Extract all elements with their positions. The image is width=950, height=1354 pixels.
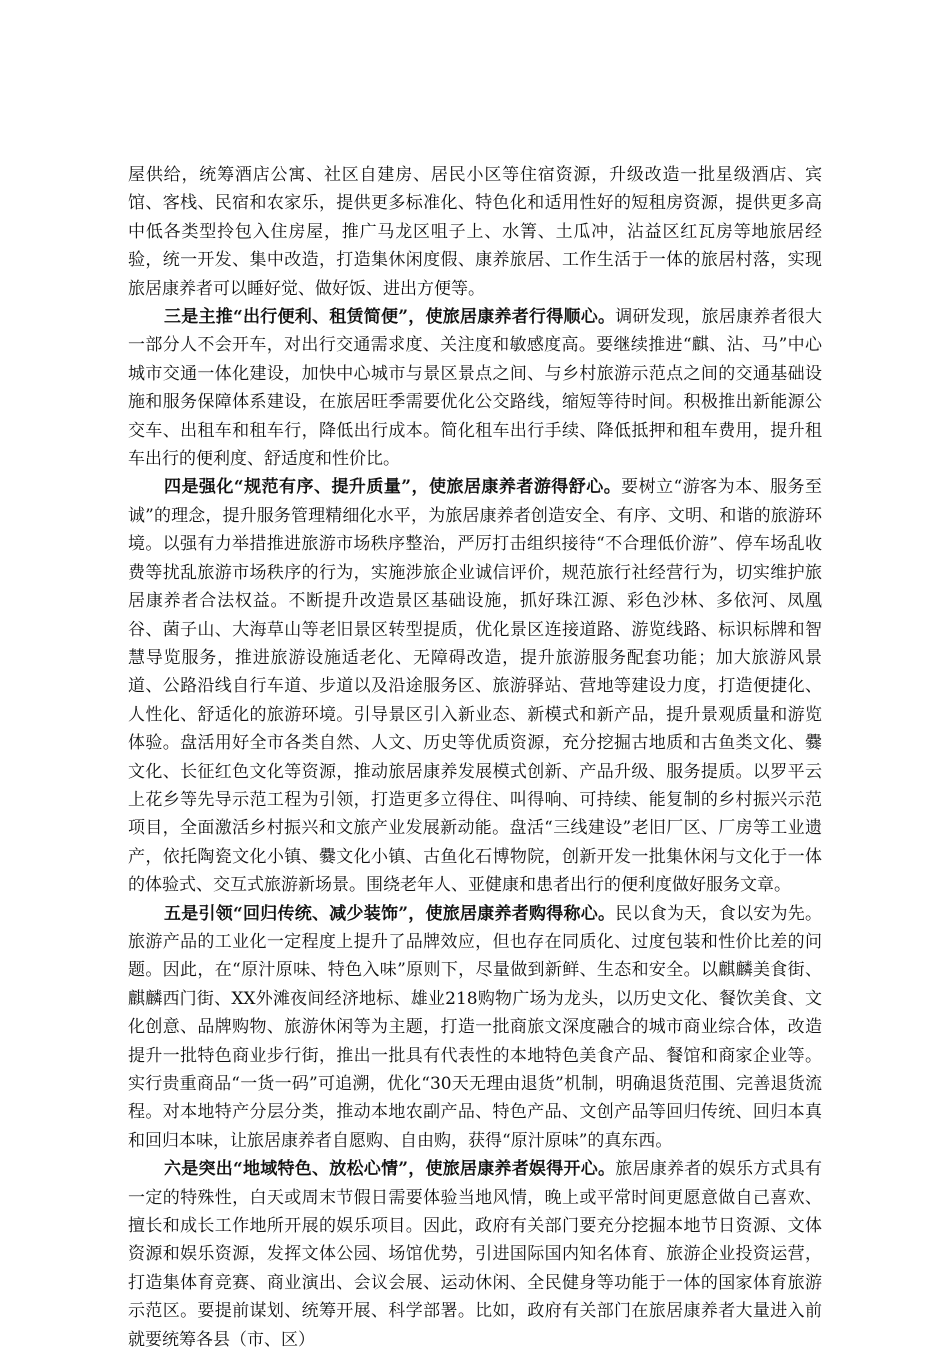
paragraph-5-body: 旅居康养者的娱乐方式具有一定的特殊性，白天或周末节假日需要体验当地风情，晚上或平常时间更愿意做自己喜欢、擅长和成长工作地所开展的娱乐项目。因此，政府有关部门要充分挖掘本地节日资源、文体资源和娱乐资源，发挥文体公园、场馆优势，引进国际国内知名体育、旅游企业投资运营，打造集体育竞赛、商业演出、会议会展、运动休闲、全民健身等功能于一体的国家体育旅游示范区。要提前谋划、统筹开展、科学部署。比如，政府有关部门在旅居康养者大量进入前就要统筹各县（市、区） (128, 1159, 822, 1350)
paragraph-4-body: 民以食为天，食以安为先。旅游产品的工业化一定程度上提升了品牌效应，但也存在同质化、过度包装和性价比差的问题。因此，在“原汁原味、特色入味”原则下，尽量做到新鲜、生态和安全。以麒麟美食街、麒麟西门街、XX外滩夜间经济地标、雄业218购物广场为龙头，以历史文化、餐饮美食、文化创意、品牌购物、旅游休闲等为主题，打造一批商旅文深度融合的城市商业综合体，改造提升一批特色商业步行街，推出一批具有代表性的本地特色美食产品、餐馆和商家企业等。实行贵重商品“一货一码”可追溯，优化“30天无理由退货”机制，明确退货范围、完善退货流程。对本地特产分层分类，推动本地农副产品、特色产品、文创产品等回归传统、回归本真和回归本味，让旅居康养者自愿购、自由购，获得“原汁原味”的真东西。 (128, 903, 822, 1151)
paragraph-2-body: 调研发现，旅居康养者很大一部分人不会开车，对出行交通需求度、关注度和敏感度高。要继续推进“麒、沾、马”中心城市交通一体化建设，加快中心城市与景区景点之间、与乡村旅游示范点之间的交通基础设施和服务保障体系建设，在旅居旺季需要优化公交路线，缩短等待时间。积极推出新能源公交车、出租车和租车行，降低出行成本。简化租车出行手续、降低抵押和租车费用，提升租车出行的便利度、舒适度和性价比。 (128, 307, 822, 470)
paragraph-1 (128, 161, 822, 303)
paragraph-3 (128, 473, 822, 899)
paragraph-5-lead: 六是突出“地域特色、放松心情”，使旅居康养者娱得开心。 (164, 1159, 616, 1180)
paragraph-3-body: 要树立“游客为本、服务至诚”的理念，提升服务管理精细化水平，为旅居康养者创造安全、有序、文明、和谐的旅游环境。以强有力举措推进旅游市场秩序整治，严厉打击组织接待“不合理低价游”、停车场乱收费等扰乱旅游市场秩序的行为，实施涉旅企业诚信评价，规范旅行社经营行为，切实维护旅居康养者合法权益。不断提升改造景区基础设施，抓好珠江源、彩色沙林、多依河、凤凰谷、菌子山、大海草山等老旧景区转型提质，优化景区连接道路、游览线路、标识标牌和智慧导览服务，推进旅游设施适老化、无障碍改造，提升旅游服务配套功能；加大旅游风景道、公路沿线自行车道、步道以及沿途服务区、旅游驿站、营地等建设力度，打造便捷化、人性化、舒适化的旅游环境。引导景区引入新业态、新模式和新产品，提升景观质量和游览体验。盘活用好全市各类自然、人文、历史等优质资源，充分挖掘古地质和古鱼类文化、爨文化、长征红色文化等资源，推动旅居康养发展模式创新、产品升级、服务提质。以罗平云上花乡等先导示范工程为引领，打造更多立得住、叫得响、可持续、能复制的乡村振兴示范项目，全面激活乡村振兴和文旅产业发展新动能。盘活“三线建设”老旧厂区、厂房等工业遗产，依托陶瓷文化小镇、爨文化小镇、古鱼化石博物院，创新开发一批集休闲与文化于一体的体验式、交互式旅游新场景。围绕老年人、亚健康和患者出行的便利度做好服务文章。 (128, 477, 822, 896)
paragraph-4 (128, 900, 822, 1156)
paragraph-4-lead: 五是引领“回归传统、减少装饰”，使旅居康养者购得称心。 (164, 903, 616, 924)
paragraph-5 (128, 1155, 822, 1354)
paragraph-2-lead: 三是主推“出行便利、租赁简便”，使旅居康养者行得顺心。 (164, 307, 616, 328)
document-body (128, 161, 822, 1354)
paragraph-3-lead: 四是强化“规范有序、提升质量”，使旅居康养者游得舒心。 (164, 477, 622, 498)
paragraph-2 (128, 303, 822, 473)
paragraph-1-body: 屋供给，统筹酒店公寓、社区自建房、居民小区等住宿资源，升级改造一批星级酒店、宾馆、客栈、民宿和农家乐，提供更多标准化、特色化和适用性好的短租房资源，提供更多高中低各类型拎包入住房屋，推广马龙区咀子上、水箐、土瓜冲，沾益区红瓦房等地旅居经验，统一开发、集中改造，打造集休闲度假、康养旅居、工作生活于一体的旅居村落，实现旅居康养者可以睡好觉、做好饭、进出方便等。 (128, 165, 822, 299)
